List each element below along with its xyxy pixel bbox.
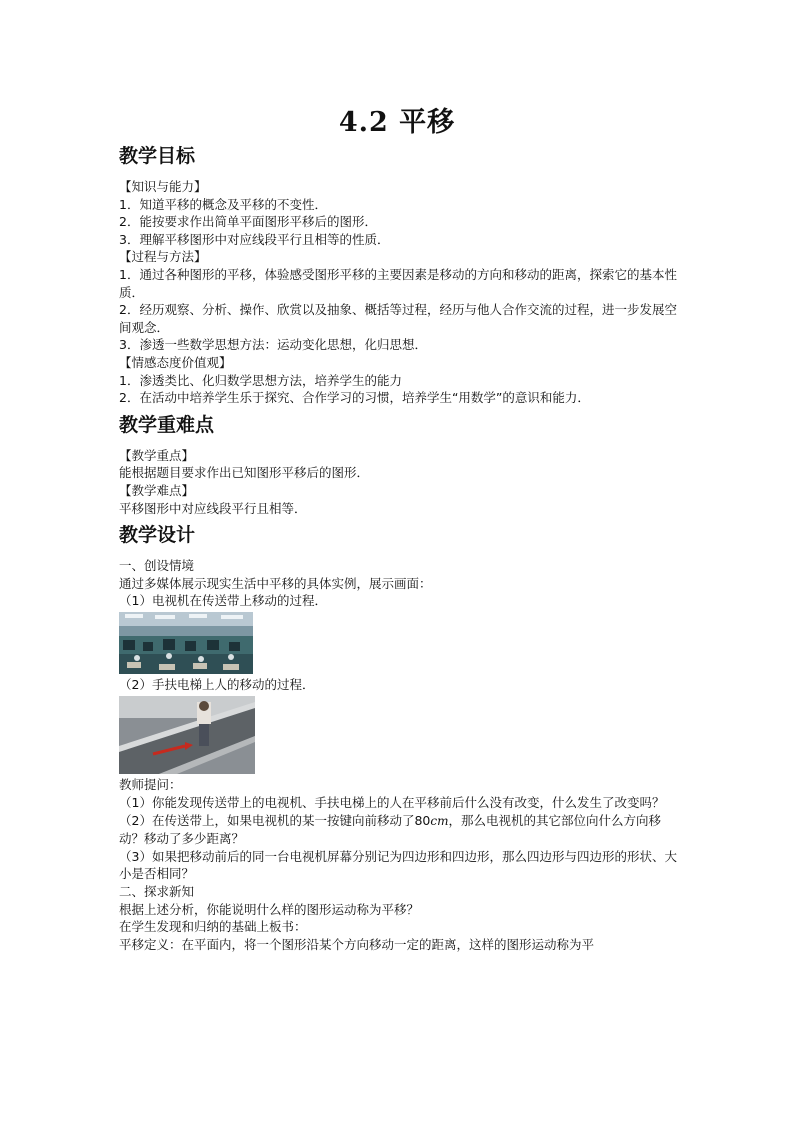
example-2-caption: （2）手扶电梯上人的移动的过程． [119,676,315,692]
definition-text: 平移定义：在平面内，将一个图形沿某个方向移动一定的距离，这样的图形运动称为平 [119,936,595,952]
difficult-label: 【教学难点】 [119,482,195,498]
part1-intro: 通过多媒体展示现实生活中平移的具体实例，展示画面： [119,575,432,591]
part2-board: 在学生发现和归纳的基础上板书： [119,919,307,935]
knowledge-item: 3．理解平移图形中对应线段平行且相等的性质． [119,231,390,247]
escalator-photo [119,696,255,774]
document-body [119,140,679,953]
process-item: 1．通过各种图形的平移，体验感受图形平移的主要因素是移动的方向和移动的距离，探索它的基本性质． [119,266,677,300]
page-title: 4.2 平移 [338,107,456,138]
knowledge-label: 【知识与能力】 [119,179,207,194]
question-2 [119,812,679,848]
section-heading-design: 教学设计 [119,524,196,547]
attitude-label: 【情感态度价值观】 [119,354,232,370]
part1-label: 一、创设情境 [119,558,195,574]
process-label: 【过程与方法】 [119,249,207,265]
conveyor-photo [119,612,253,674]
question-2-pre: （2）在传送带上，如果电视机的某一按键向前移动了80 [119,812,431,828]
section-heading-keypoints: 教学重难点 [119,413,215,436]
part2-label: 二、探求新知 [119,884,195,900]
difficult-text: 平移图形中对应线段平行且相等． [119,500,307,516]
question-1: （1）你能发现传送带上的电视机、手扶电梯上的人在平移前后什么没有改变，什么发生了改变吗？ [119,795,665,811]
question-2-post: ，那么电视机的其它部位向什么方向移动？移动了多少距离？ [119,812,661,847]
section-heading-objectives: 教学目标 [119,145,196,167]
example-1-caption: （1）电视机在传送带上移动的过程． [119,593,327,609]
process-item: 3．渗透一些数学思想方法：运动变化思想，化归思想． [119,337,427,353]
part2-question: 根据上述分析，你能说明什么样的图形运动称为平移？ [119,901,420,917]
teacher-label: 教师提问： [119,777,182,793]
attitude-item: 2．在活动中培养学生乐于探究、合作学习的习惯，培养学生“用数学”的意识和能力． [119,390,590,406]
question-3: （3）如果把移动前后的同一台电视机屏幕分别记为四边形和四边形，那么四边形与四边形的形状、大小是否相同？ [119,848,677,882]
key-text: 能根据题目要求作出已知图形平移后的图形． [119,465,370,481]
key-label: 【教学重点】 [119,447,195,463]
knowledge-item: 2．能按要求作出简单平面图形平移后的图形． [119,214,377,230]
process-item: 2．经历观察、分析、操作、欣赏以及抽象、概括等过程，经历与他人合作交流的过程，进一步发展空间观念． [119,302,677,335]
knowledge-item: 1．知道平移的概念及平移的不变性． [119,196,327,212]
question-2-unit: cm [430,813,449,828]
attitude-item: 1．渗透类比、化归数学思想方法，培养学生的能力 [119,372,402,388]
